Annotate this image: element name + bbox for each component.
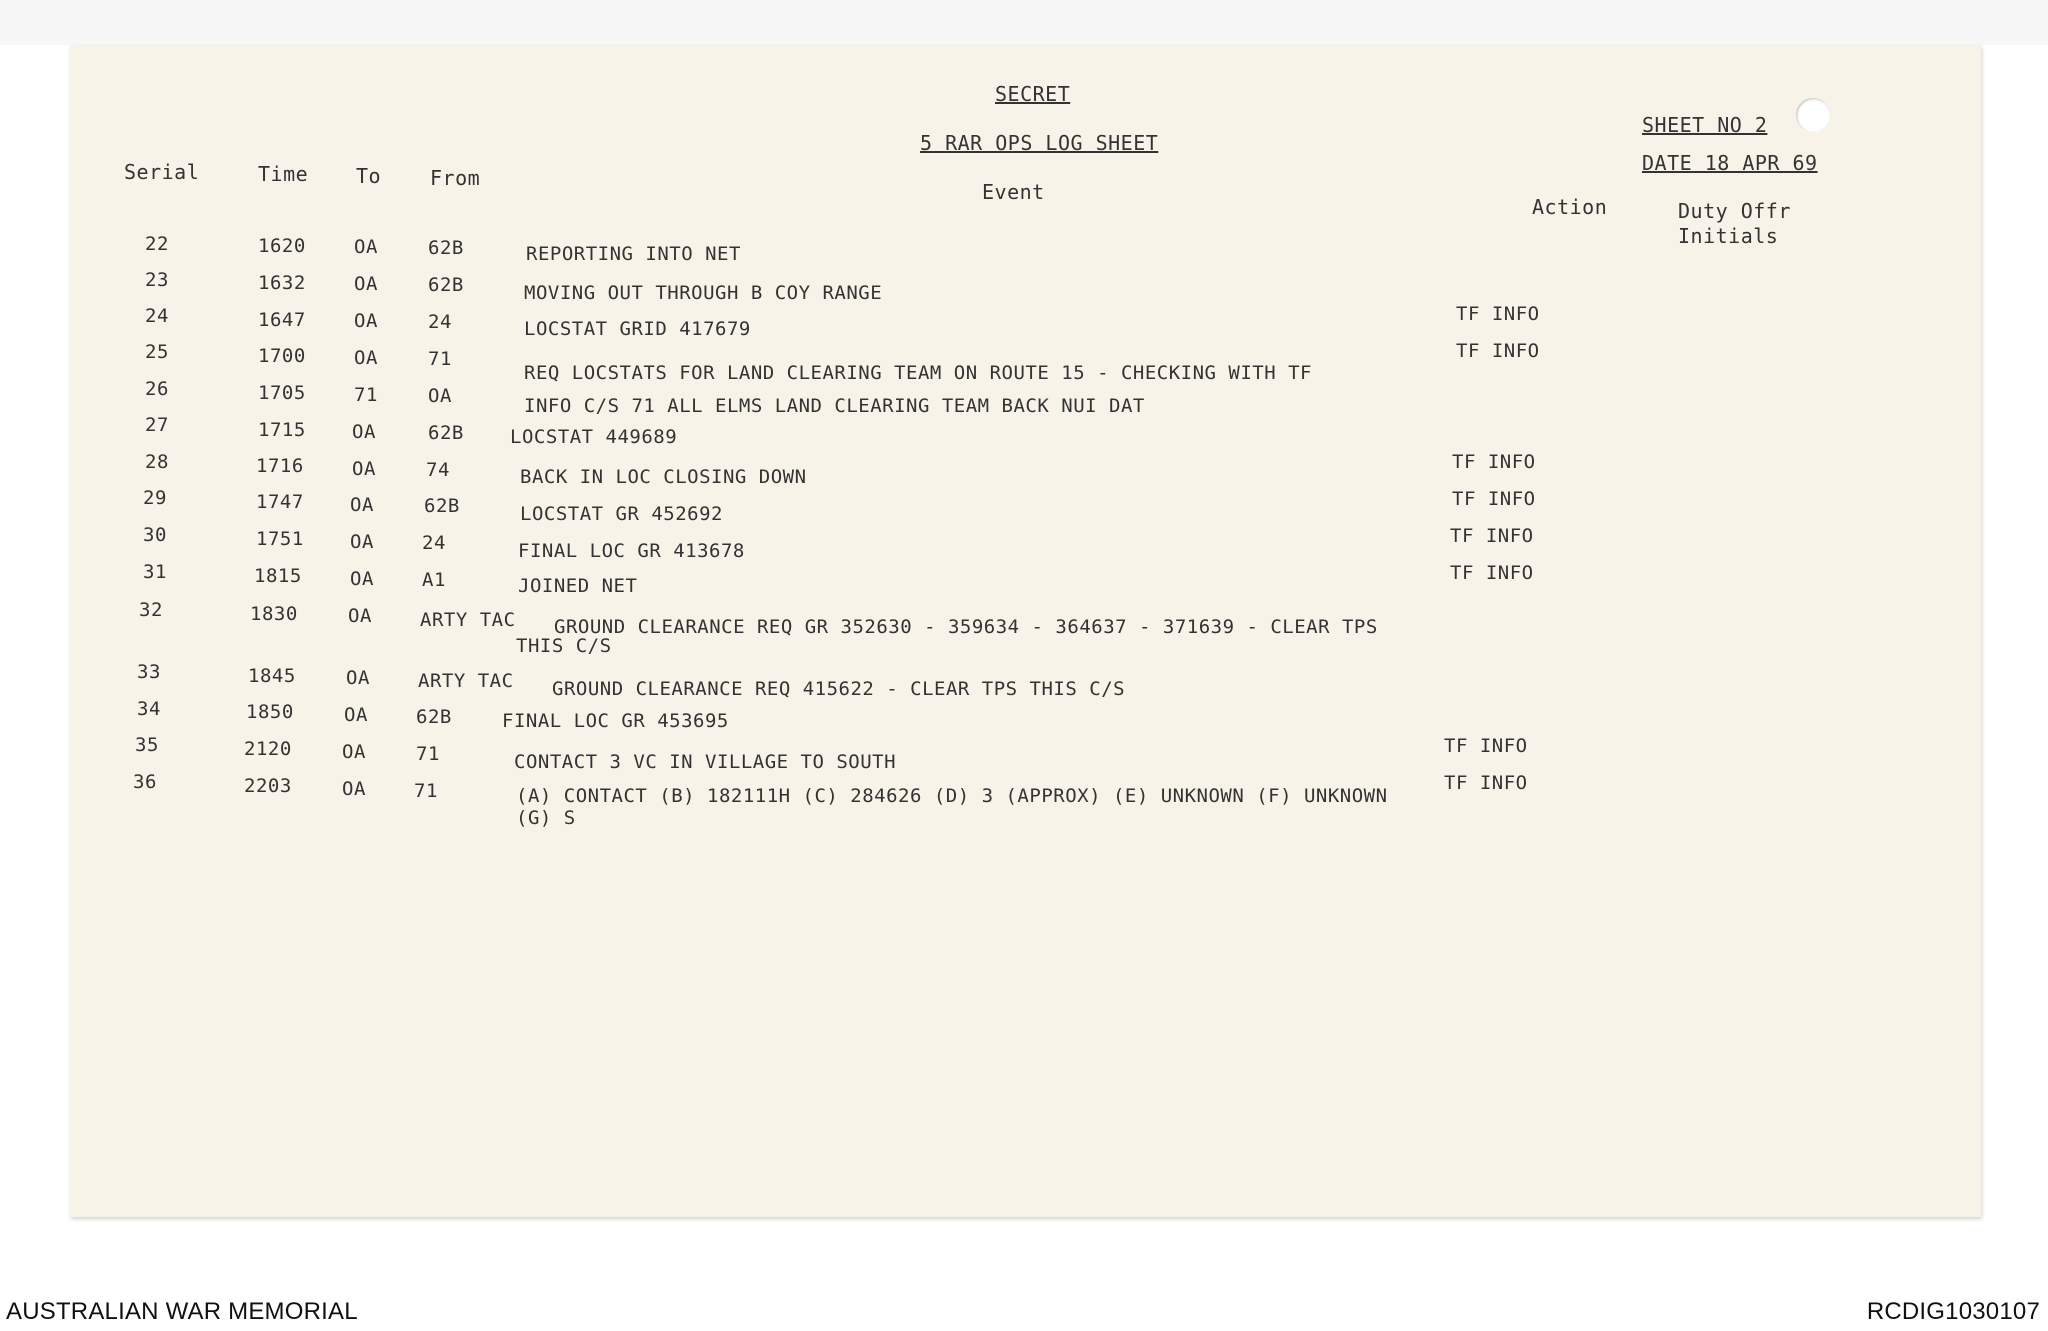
row-from: OA [428, 385, 452, 407]
row-from: 71 [416, 743, 440, 765]
row-from: 24 [422, 532, 446, 554]
row-action: TF INFO [1452, 488, 1536, 510]
row-serial: 36 [133, 771, 157, 793]
col-header-to: To [356, 164, 382, 188]
row-time: 1715 [258, 419, 306, 441]
row-serial: 29 [143, 487, 167, 509]
row-event: INFO C/S 71 ALL ELMS LAND CLEARING TEAM BACK NUI DAT [524, 395, 1145, 417]
row-to: OA [354, 236, 378, 258]
row-from: A1 [422, 569, 446, 591]
row-event: LOCSTAT GR 452692 [520, 503, 723, 525]
row-event: REPORTING INTO NET [526, 243, 741, 265]
row-action: TF INFO [1456, 303, 1540, 325]
row-serial: 22 [145, 233, 169, 255]
row-to: OA [354, 347, 378, 369]
row-action: TF INFO [1452, 451, 1536, 473]
row-time: 1830 [250, 603, 298, 625]
row-event-continued: THIS C/S [516, 635, 612, 657]
footer-record-id: RCDIG1030107 [1866, 1298, 2040, 1325]
row-to: OA [342, 778, 366, 800]
row-time: 1850 [246, 701, 294, 723]
row-time: 1632 [258, 272, 306, 294]
row-time: 1815 [254, 565, 302, 587]
row-event: FINAL LOC GR 453695 [502, 710, 729, 732]
row-to: OA [350, 568, 374, 590]
row-to: OA [350, 494, 374, 516]
row-to: OA [354, 273, 378, 295]
col-header-action: Action [1532, 195, 1608, 219]
row-to: OA [350, 531, 374, 553]
row-time: 1700 [258, 345, 306, 367]
row-from: 62B [428, 237, 464, 259]
row-to: OA [354, 310, 378, 332]
col-header-time: Time [258, 162, 309, 186]
row-event: (A) CONTACT (B) 182111H (C) 284626 (D) 3 (APPROX) (E) UNKNOWN (F) UNKNOWN [516, 785, 1388, 807]
col-header-duty-offr: Duty Offr [1678, 199, 1791, 223]
row-time: 1751 [256, 528, 304, 550]
row-to: OA [352, 421, 376, 443]
row-from: 62B [416, 706, 452, 728]
col-header-from: From [430, 166, 481, 190]
row-serial: 25 [145, 341, 169, 363]
row-from: 24 [428, 311, 452, 333]
row-serial: 23 [145, 269, 169, 291]
row-event: CONTACT 3 VC IN VILLAGE TO SOUTH [514, 751, 897, 773]
row-serial: 28 [145, 451, 169, 473]
row-time: 1647 [258, 309, 306, 331]
row-to: OA [346, 667, 370, 689]
row-time: 2120 [244, 738, 292, 760]
row-action: TF INFO [1444, 772, 1528, 794]
row-to: OA [342, 741, 366, 763]
row-from: 74 [426, 459, 450, 481]
row-serial: 31 [143, 561, 167, 583]
footer-institution: AUSTRALIAN WAR MEMORIAL [6, 1298, 358, 1325]
col-header-serial: Serial [124, 160, 200, 184]
row-time: 1620 [258, 235, 306, 257]
row-action: TF INFO [1450, 525, 1534, 547]
sheet-number: SHEET NO 2 [1642, 113, 1768, 137]
row-event: FINAL LOC GR 413678 [518, 540, 745, 562]
row-serial: 34 [137, 698, 161, 720]
row-to: 71 [354, 384, 378, 406]
row-to: OA [348, 605, 372, 627]
row-time: 2203 [244, 775, 292, 797]
col-header-event: Event [982, 180, 1045, 204]
row-from: 71 [428, 348, 452, 370]
classification: SECRET [995, 82, 1071, 106]
row-event: JOINED NET [518, 575, 638, 597]
row-event: REQ LOCSTATS FOR LAND CLEARING TEAM ON ROUTE 15 - CHECKING WITH TF [524, 362, 1312, 384]
col-header-initials: Initials [1678, 224, 1779, 248]
row-time: 1845 [248, 665, 296, 687]
top-band [0, 0, 2048, 45]
row-from: 62B [428, 422, 464, 444]
row-serial: 35 [135, 734, 159, 756]
row-from: 71 [414, 780, 438, 802]
row-from: ARTY TAC [420, 609, 516, 631]
row-from: 62B [424, 495, 460, 517]
row-action: TF INFO [1456, 340, 1540, 362]
row-event: MOVING OUT THROUGH B COY RANGE [524, 282, 883, 304]
row-from: 62B [428, 274, 464, 296]
row-serial: 33 [137, 661, 161, 683]
sheet-title: 5 RAR OPS LOG SHEET [920, 131, 1159, 155]
row-event: BACK IN LOC CLOSING DOWN [520, 466, 807, 488]
row-event: GROUND CLEARANCE REQ GR 352630 - 359634 - 364637 - 371639 - CLEAR TPS [554, 616, 1378, 638]
row-serial: 32 [139, 599, 163, 621]
row-from: ARTY TAC [418, 670, 514, 692]
row-event-continued: (G) S [516, 807, 576, 829]
row-event: GROUND CLEARANCE REQ 415622 - CLEAR TPS THIS C/S [552, 678, 1126, 700]
punch-hole [1796, 98, 1830, 132]
row-action: TF INFO [1444, 735, 1528, 757]
row-serial: 26 [145, 378, 169, 400]
row-action: TF INFO [1450, 562, 1534, 584]
row-serial: 30 [143, 524, 167, 546]
row-event: LOCSTAT 449689 [510, 426, 678, 448]
row-time: 1747 [256, 491, 304, 513]
row-event: LOCSTAT GRID 417679 [524, 318, 751, 340]
row-serial: 27 [145, 414, 169, 436]
row-to: OA [344, 704, 368, 726]
row-to: OA [352, 458, 376, 480]
sheet-date: DATE 18 APR 69 [1642, 151, 1818, 175]
row-time: 1705 [258, 382, 306, 404]
row-time: 1716 [256, 455, 304, 477]
row-serial: 24 [145, 305, 169, 327]
